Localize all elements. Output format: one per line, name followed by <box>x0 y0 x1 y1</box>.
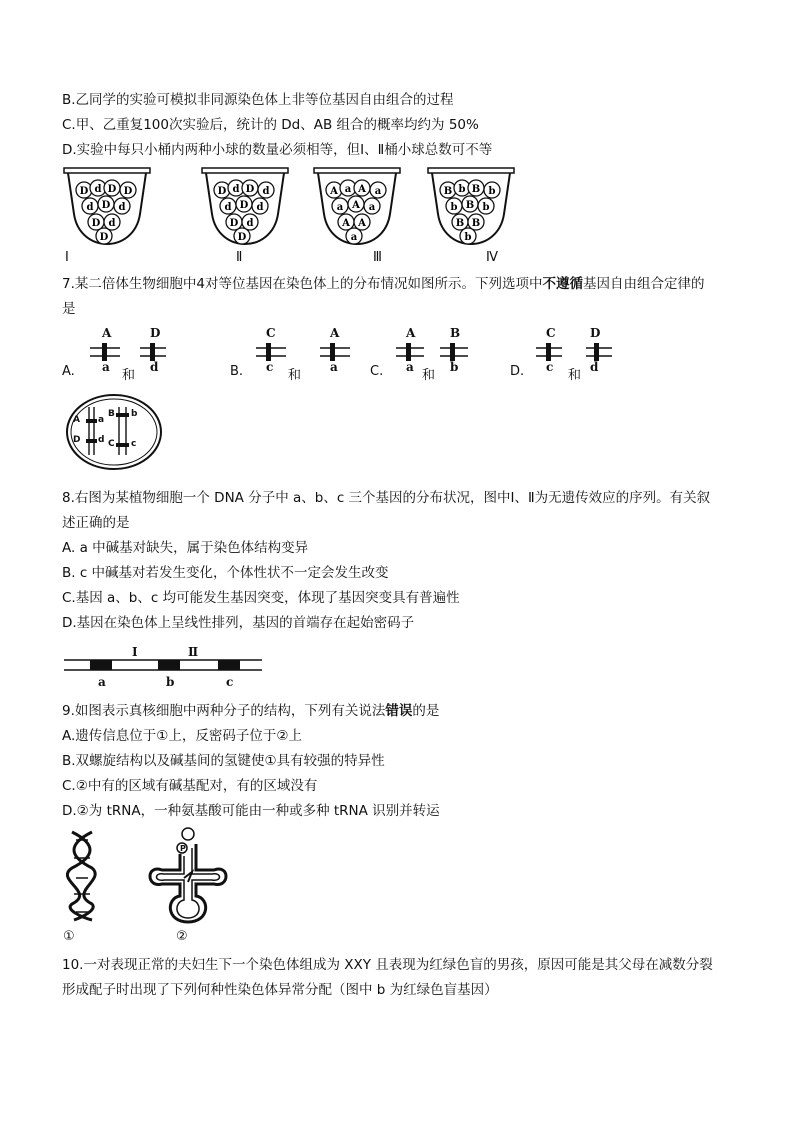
cell-gene-c: c <box>131 439 137 449</box>
ball-label: b <box>458 184 466 195</box>
bucket-rim <box>314 168 400 173</box>
bucket-label-3: Ⅲ <box>373 250 382 265</box>
cell-gene-D: D <box>73 435 81 445</box>
q7-b-g2-bot: a <box>330 360 338 374</box>
q6-option-d: D.实验中每只小桶内两种小球的数量必须相等，但Ⅰ、Ⅱ桶小球总数可不等 <box>62 142 493 158</box>
ball-label: d <box>86 202 94 213</box>
dna-label-c: c <box>226 675 234 689</box>
q8-option-b: B. c 中碱基对若发生变化，个体性状不一定会发生改变 <box>62 565 389 581</box>
q7-option-b <box>230 326 360 383</box>
cell-gene-C: C <box>108 439 115 449</box>
q7-option-c-letter: C. <box>370 364 384 379</box>
ball-label: D <box>245 184 255 195</box>
ball-label: D <box>101 200 111 211</box>
trna-figure <box>144 826 234 926</box>
q7-c-g1-top: A <box>406 326 416 340</box>
ball-label: B <box>455 218 465 229</box>
ball-label: B <box>471 218 481 229</box>
q7-d-g1-top: C <box>546 326 556 340</box>
ball-label: D <box>239 200 249 211</box>
cell-gene-A: A <box>73 415 80 425</box>
ball-label: D <box>99 232 109 243</box>
ball-label: b <box>464 232 472 243</box>
ball-label: A <box>342 218 350 229</box>
dna-helix-figure <box>66 828 102 924</box>
q7-c-g2-bot: b <box>450 360 459 374</box>
ball-label: A <box>352 200 360 211</box>
ball-label: b <box>482 202 490 213</box>
q7-option-b-letter: B. <box>230 364 244 379</box>
buckets-figure <box>60 164 520 266</box>
q8-stem-line2: 述正确的是 <box>62 515 130 531</box>
ball-label: A <box>358 218 366 229</box>
q7-stem-line2: 是 <box>62 301 76 317</box>
bucket-rim <box>428 168 514 173</box>
q7-b-g2-top: A <box>330 326 340 340</box>
q7-d-g2-top: D <box>590 326 601 340</box>
q7-a-g2-bot: d <box>150 360 159 374</box>
bucket-label-4: Ⅳ <box>486 250 498 265</box>
ball-label: A <box>330 186 338 197</box>
q9-stem-bold: 错误 <box>385 703 413 719</box>
q7-cell-figure <box>64 393 164 471</box>
ball-label: d <box>118 202 126 213</box>
dna-label-a: a <box>98 675 106 689</box>
dna-label-b: b <box>166 675 175 689</box>
fig-label-1: ① <box>63 929 75 944</box>
ball-label: D <box>217 186 227 197</box>
q7-a-and: 和 <box>122 368 136 383</box>
ball-label: d <box>94 184 102 195</box>
bucket-rim <box>202 168 288 173</box>
q7-option-c <box>370 326 500 383</box>
ball-label: d <box>224 202 232 213</box>
ball-label: B <box>443 186 453 197</box>
q8-stem-line1: 8.右图为某植物细胞一个 DNA 分子中 a、b、c 三个基因的分布状况，图中Ⅰ、Ⅱ为无遗传效应的序列。有关叙 <box>62 490 711 506</box>
q7-a-g1-bot: a <box>102 360 110 374</box>
ball-label: d <box>246 218 254 229</box>
cell-gene-a: a <box>98 415 105 425</box>
ball-label: D <box>229 218 239 229</box>
cell-gene-d: d <box>98 435 105 445</box>
ball-label: d <box>232 184 240 195</box>
q10-stem-line1: 10.一对表现正常的夫妇生下一个染色体组成为 XXY 且表现为红绿色盲的男孩，原因可能是其父母在减数分裂 <box>62 957 713 973</box>
ball-label: d <box>108 218 116 229</box>
trna-p-label: P <box>180 844 186 853</box>
q9-option-d: D.②为 tRNA，一种氨基酸可能由一种或多种 tRNA 识别并转运 <box>62 803 440 819</box>
ball-label: A <box>358 184 366 195</box>
q7-option-a-letter: A. <box>62 364 75 379</box>
q7-b-g1-bot: c <box>266 360 274 374</box>
q9-stem-pre: 9.如图表示真核细胞中两种分子的结构，下列有关说法 <box>62 703 386 719</box>
q7-d-g2-bot: d <box>590 360 599 374</box>
q9-option-b: B.双螺旋结构以及碱基间的氢键使①具有较强的特异性 <box>62 753 385 769</box>
ball-label: a <box>350 232 358 243</box>
fig-label-2: ② <box>176 929 188 944</box>
ball-label: D <box>237 232 247 243</box>
q7-d-g1-bot: c <box>546 360 554 374</box>
ball-label: B <box>471 184 481 195</box>
q7-c-and: 和 <box>422 368 436 383</box>
q7-a-g2-top: D <box>150 326 161 340</box>
q7-stem-pre: 7.某二倍体生物细胞中4对等位基因在染色体上的分布情况如图所示。下列选项中 <box>62 276 543 292</box>
ball-label: B <box>465 200 475 211</box>
ball-label: a <box>336 202 344 213</box>
dna-figure <box>62 645 272 695</box>
q7-d-and: 和 <box>568 368 582 383</box>
q8-option-d: D.基因在染色体上呈线性排列，基因的首端存在起始密码子 <box>62 615 415 631</box>
q9-option-c: C.②中有的区域有碱基配对，有的区域没有 <box>62 778 318 794</box>
ball-label: D <box>123 186 133 197</box>
ball-label: D <box>107 184 117 195</box>
ball-label: D <box>79 186 89 197</box>
ball-label: a <box>344 184 352 195</box>
q6-option-b: B.乙同学的实验可模拟非同源染色体上非等位基因自由组合的过程 <box>62 92 454 108</box>
q7-stem-line1 <box>62 274 704 294</box>
q7-cell-drawing <box>64 393 164 471</box>
q8-option-c: C.基因 a、b、c 均可能发生基因突变，体现了基因突变具有普遍性 <box>62 590 460 606</box>
bucket-rim <box>64 168 150 173</box>
cell-gene-B: B <box>108 409 115 419</box>
bucket-label-2: Ⅱ <box>236 250 243 265</box>
ball-label: b <box>450 202 458 213</box>
q9-option-a: A.遗传信息位于①上，反密码子位于②上 <box>62 728 302 744</box>
q7-stem-bold: 不遵循 <box>542 276 583 292</box>
ball-label: a <box>374 186 382 197</box>
cell-gene-b: b <box>131 409 138 419</box>
q7-a-g1-top: A <box>102 326 112 340</box>
ball-label: d <box>262 186 270 197</box>
q7-option-a <box>62 326 192 383</box>
ball-label: a <box>368 202 376 213</box>
q8-option-a: A. a 中碱基对缺失，属于染色体结构变异 <box>62 540 309 556</box>
dna-label-II: Ⅱ <box>188 645 199 659</box>
q9-stem-post: 的是 <box>412 703 440 719</box>
q6-option-c: C.甲、乙重复100次实验后，统计的 Dd、AB 组合的概率均约为 50% <box>62 117 479 133</box>
q7-option-d-letter: D. <box>510 364 525 379</box>
q7-b-g1-top: C <box>266 326 276 340</box>
q9-stem <box>62 701 439 721</box>
ball-label: d <box>256 202 264 213</box>
q7-stem-post: 基因自由组合定律的 <box>582 276 705 292</box>
q7-c-g2-top: B <box>450 326 461 340</box>
dna-label-I: Ⅰ <box>132 645 138 659</box>
q10-stem-line2: 形成配子时出现了下列何种性染色体异常分配（图中 b 为红绿色盲基因） <box>62 982 498 998</box>
bucket-label-1: Ⅰ <box>65 250 69 265</box>
q7-c-g1-bot: a <box>406 360 414 374</box>
ball-label: b <box>488 186 496 197</box>
q7-b-and: 和 <box>288 368 302 383</box>
ball-label: D <box>91 218 101 229</box>
q7-option-d <box>510 326 640 383</box>
